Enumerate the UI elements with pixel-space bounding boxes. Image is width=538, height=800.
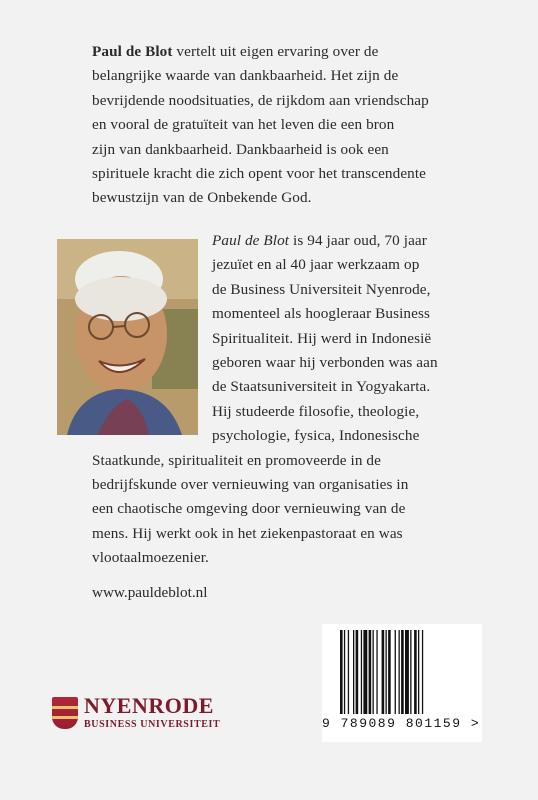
bio-line: geboren waar hij verbonden was aan xyxy=(212,354,438,372)
intro-line: zijn van dankbaarheid. Dankbaarheid is ook een xyxy=(92,140,389,158)
bio-line: jezuïet en al 40 jaar werkzaam op xyxy=(212,256,420,274)
intro-line: en vooral de gratuïteit van het leven die een bron xyxy=(92,116,395,134)
bio-line: Spiritualiteit. Hij werd in Indonesië xyxy=(212,329,432,347)
bio-line: bedrijfskunde over vernieuwing van organisaties in xyxy=(92,476,409,494)
logo-name: NYENRODE xyxy=(84,693,214,718)
bio-line: mens. Hij werkt ook in het ziekenpastoraat en was xyxy=(92,524,403,542)
bio-line: momenteel als hoogleraar Business xyxy=(212,305,430,323)
bio-line: Staatkunde, spiritualiteit en promoveerde in de xyxy=(92,451,381,469)
intro-line: belangrijke waarde van dankbaarheid. Het zijn de xyxy=(92,67,399,85)
bio-line: een chaotische omgeving door vernieuwing van de xyxy=(92,500,406,518)
author-name: Paul de Blot xyxy=(92,43,173,60)
isbn-number: 9 789089 801159 > xyxy=(322,716,481,731)
shield-icon xyxy=(52,697,78,729)
bio-line: Paul de Blot is 94 jaar oud, 70 jaar xyxy=(212,232,427,249)
barcode-bars xyxy=(340,630,464,714)
intro-paragraph xyxy=(92,40,492,211)
nyenrode-logo xyxy=(52,695,220,730)
bio-paragraph xyxy=(92,229,492,571)
barcode xyxy=(322,624,482,742)
author-name-italic: Paul de Blot xyxy=(212,232,290,249)
website-url[interactable]: www.pauldeblot.nl xyxy=(92,584,208,601)
bio-line: psychologie, fysica, Indonesische xyxy=(212,427,420,445)
intro-line: spirituele kracht die zich opent voor het transcendente xyxy=(92,165,427,183)
bio-line: Hij studeerde filosofie, theologie, xyxy=(212,402,420,420)
intro-line: bewustzijn van de Onbekende God. xyxy=(92,189,312,207)
intro-line: Paul de Blot vertelt uit eigen ervaring over de xyxy=(92,43,379,60)
logo-subtitle: BUSINESS UNIVERSITEIT xyxy=(84,719,221,730)
barcode-marker: > xyxy=(470,716,481,731)
bio-line: de Staatsuniversiteit in Yogyakarta. xyxy=(212,378,431,396)
bio-line: de Business Universiteit Nyenrode, xyxy=(212,280,431,298)
intro-line: bevrijdende noodsituaties, de rijkdom aan vriendschap xyxy=(92,91,429,109)
bio-line: vlootaalmoezenier. xyxy=(92,549,209,567)
